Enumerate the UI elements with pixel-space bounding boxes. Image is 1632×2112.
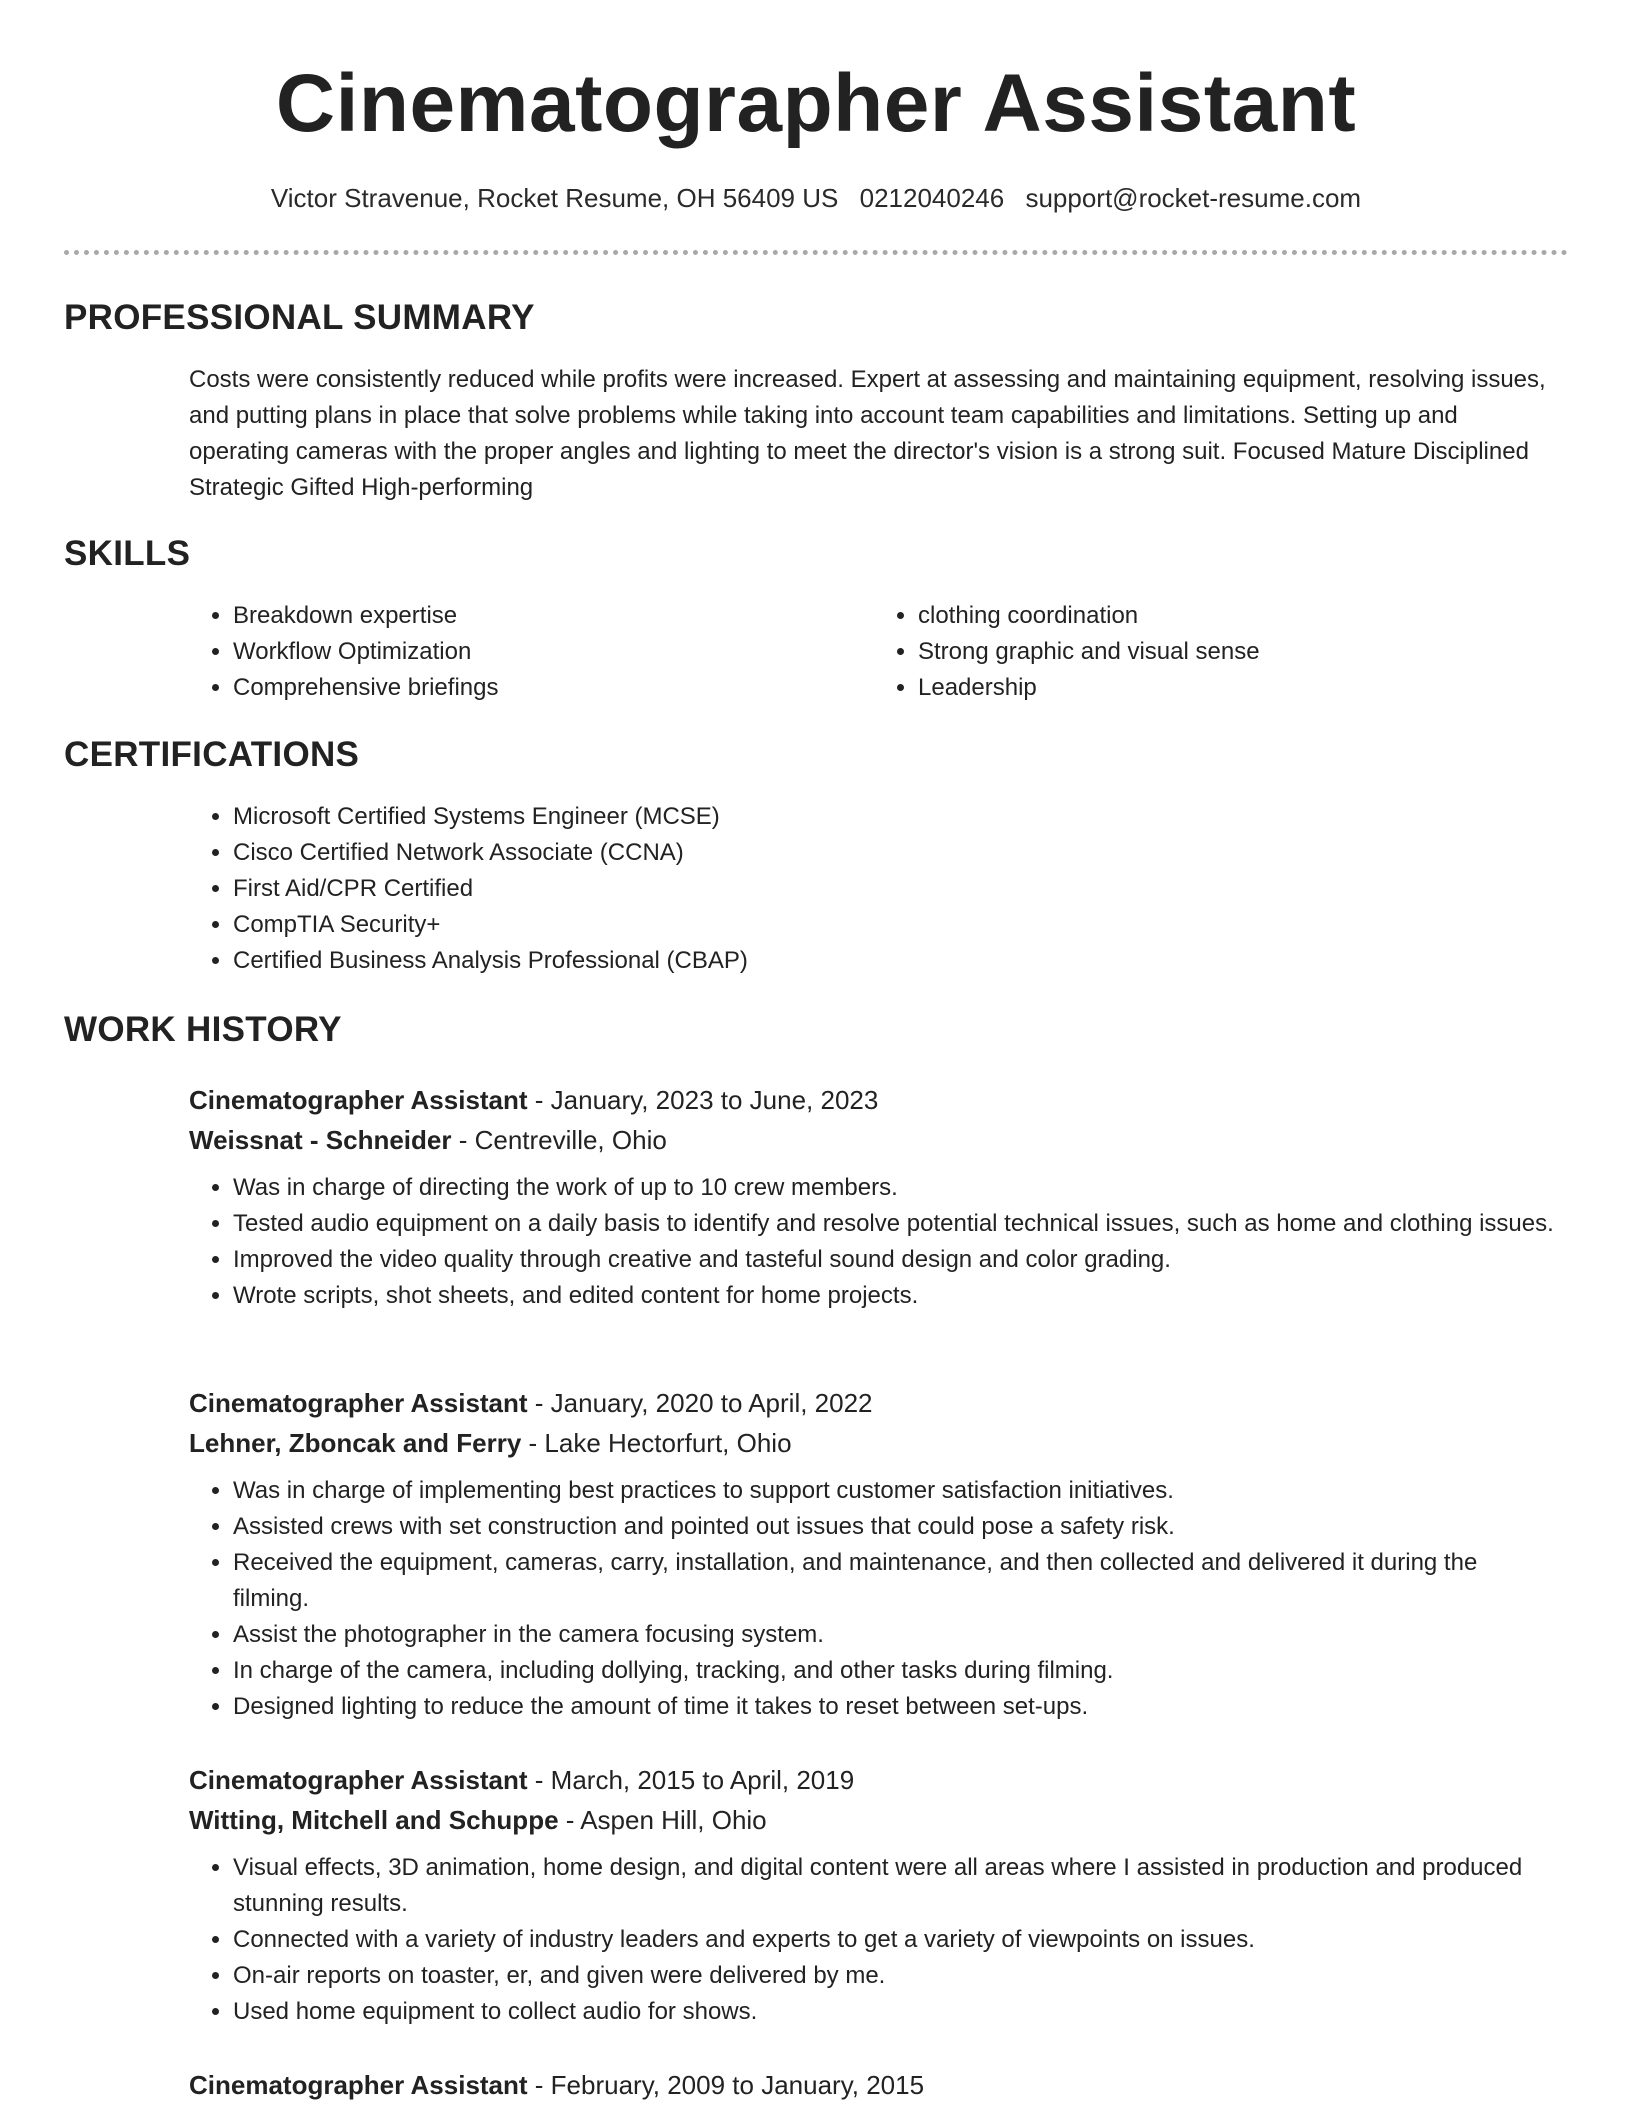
job-bullets	[189, 1473, 1559, 1725]
summary-section	[189, 362, 1559, 506]
contact-line	[0, 180, 1632, 216]
certification-item: • Cisco Certified Network Associate (CCNA)	[233, 835, 1559, 871]
job-entry-2	[189, 1383, 1559, 1725]
header-divider	[64, 250, 1568, 255]
job-bullet: • Visual effects, 3D animation, home design, and digital content were all areas where I assisted in production and produced stunning results.	[233, 1850, 1559, 1922]
job-entry-4	[189, 2065, 1559, 2105]
job-dates: - February, 2009 to January, 2015	[527, 2070, 925, 2100]
job-company: Lehner, Zboncak and Ferry	[189, 1428, 522, 1458]
skill-item: • Strong graphic and visual sense	[918, 634, 1559, 670]
job-bullet: • Was in charge of directing the work of up to 10 crew members.	[233, 1170, 1559, 1206]
job-bullet: • Received the equipment, cameras, carry, installation, and maintenance, and then collected and delivered it during the filming.	[233, 1545, 1559, 1617]
job-bullet: • Improved the video quality through creative and tasteful sound design and color grading.	[233, 1242, 1559, 1278]
job-bullet: • Assist the photographer in the camera focusing system.	[233, 1617, 1559, 1653]
skill-item: • Comprehensive briefings	[233, 670, 874, 706]
skill-item: • Breakdown expertise	[233, 598, 874, 634]
job-company-line	[189, 1423, 1559, 1463]
job-bullet: • Designed lighting to reduce the amount of time it takes to reset between set-ups.	[233, 1689, 1559, 1725]
job-bullets	[189, 1170, 1559, 1314]
summary-heading: PROFESSIONAL SUMMARY	[64, 298, 535, 337]
job-bullet: • In charge of the camera, including dollying, tracking, and other tasks during filming.	[233, 1653, 1559, 1689]
skill-item: • clothing coordination	[918, 598, 1559, 634]
job-title-line	[189, 1760, 1559, 1800]
skill-item: • Workflow Optimization	[233, 634, 874, 670]
certifications-list	[189, 799, 1559, 979]
skills-section	[189, 598, 1559, 706]
job-bullet: • Used home equipment to collect audio for shows.	[233, 1994, 1559, 2030]
job-bullets	[189, 1850, 1559, 2030]
job-dates: - March, 2015 to April, 2019	[527, 1765, 855, 1795]
job-dates: - January, 2020 to April, 2022	[527, 1388, 873, 1418]
skill-item: • Leadership	[918, 670, 1559, 706]
job-bullet: • On-air reports on toaster, er, and given were delivered by me.	[233, 1958, 1559, 1994]
job-title-line	[189, 1080, 1559, 1120]
job-dates: - January, 2023 to June, 2023	[527, 1085, 879, 1115]
job-location: - Centreville, Ohio	[451, 1125, 667, 1155]
job-role: Cinematographer Assistant	[189, 1085, 528, 1115]
job-location: - Lake Hectorfurt, Ohio	[521, 1428, 792, 1458]
skills-heading: SKILLS	[64, 534, 191, 573]
job-bullet: • Assisted crews with set construction and pointed out issues that could pose a safety risk.	[233, 1509, 1559, 1545]
contact-address: Victor Stravenue, Rocket Resume, OH 56409 US	[270, 183, 839, 213]
job-bullet: • Was in charge of implementing best practices to support customer satisfaction initiatives.	[233, 1473, 1559, 1509]
job-title-line	[189, 1383, 1559, 1423]
job-title-line	[189, 2065, 1559, 2105]
summary-text: Costs were consistently reduced while profits were increased. Expert at assessing and maintaining equipment, resolving issues, and putting plans in place that solve problems while taking into account team capabilities and limitations. Setting up and operating cameras with the proper angles and lighting to meet the director's vision is a strong suit. Focused Mature Disciplined Strategic Gifted High-performing	[189, 366, 1546, 501]
job-entry-1	[189, 1080, 1559, 1314]
job-company: Witting, Mitchell and Schuppe	[189, 1805, 559, 1835]
job-role: Cinematographer Assistant	[189, 1765, 528, 1795]
certification-item: • Certified Business Analysis Professional (CBAP)	[233, 943, 1559, 979]
certifications-section	[189, 799, 1559, 979]
job-role: Cinematographer Assistant	[189, 1388, 528, 1418]
job-location: - Aspen Hill, Ohio	[558, 1805, 767, 1835]
certifications-heading: CERTIFICATIONS	[64, 735, 360, 774]
job-bullet: • Connected with a variety of industry leaders and experts to get a variety of viewpoints on issues.	[233, 1922, 1559, 1958]
contact-email: support@rocket-resume.com	[1025, 183, 1362, 213]
job-company: Weissnat - Schneider	[189, 1125, 452, 1155]
job-company-line	[189, 1120, 1559, 1160]
resume-name-heading: Cinematographer Assistant	[275, 58, 1357, 149]
job-entry-3	[189, 1760, 1559, 2030]
job-role: Cinematographer Assistant	[189, 2070, 528, 2100]
certification-item: • CompTIA Security+	[233, 907, 1559, 943]
certification-item: • First Aid/CPR Certified	[233, 871, 1559, 907]
certification-item: • Microsoft Certified Systems Engineer (MCSE)	[233, 799, 1559, 835]
job-bullet: • Tested audio equipment on a daily basis to identify and resolve potential technical issues, such as home and clothing issues.	[233, 1206, 1559, 1242]
skills-list-right	[874, 598, 1559, 706]
job-company-line	[189, 1800, 1559, 1840]
work-history-heading: WORK HISTORY	[64, 1010, 342, 1049]
job-bullet: • Wrote scripts, shot sheets, and edited content for home projects.	[233, 1278, 1559, 1314]
skills-list-left	[189, 598, 874, 706]
contact-phone: 0212040246	[859, 183, 1005, 213]
